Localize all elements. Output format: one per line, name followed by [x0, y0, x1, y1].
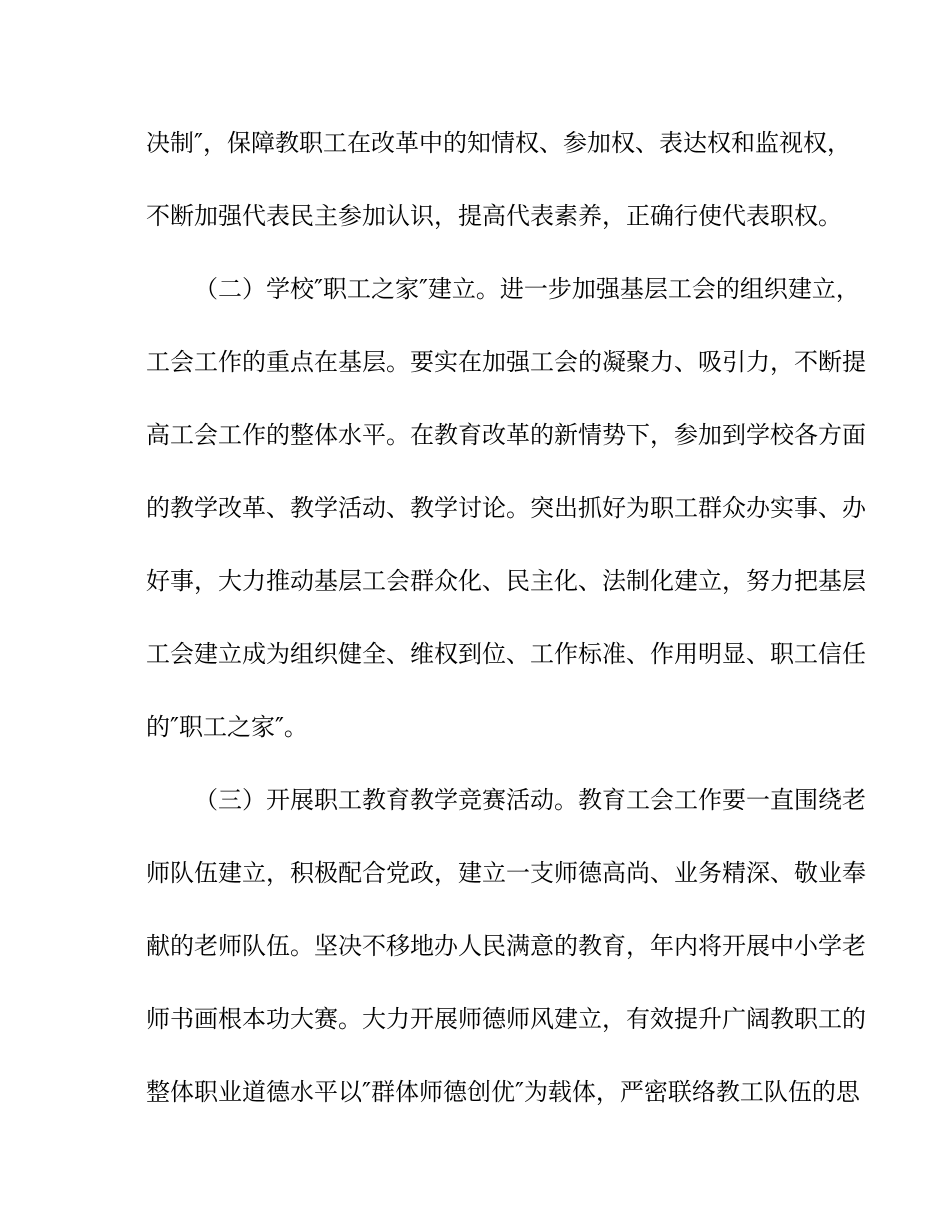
text-line: 高工会工作的整体水平。在教育改革的新情势下，参加到学校各方面 [146, 421, 866, 449]
text-line: 不断加强代表民主参加认识，提高代表素养，正确行使代表职权。 [146, 202, 842, 230]
text-line: 工会建立成为组织健全、维权到位、工作标准、作用明显、职工信任 [146, 640, 866, 668]
text-line: 的″职工之家″。 [146, 713, 308, 741]
text-line: 师队伍建立，积极配合党政，建立一支师德高尚、业务精深、敬业奉 [146, 859, 866, 887]
text-line: 决制″，保障教职工在改革中的知情权、参加权、表达权和监视权， [146, 129, 851, 157]
text-line: 好事，大力推动基层工会群众化、民主化、法制化建立，努力把基层 [146, 567, 866, 595]
text-line: 工会工作的重点在基层。要实在加强工会的凝聚力、吸引力，不断提 [146, 348, 866, 376]
text-line: 整体职业道德水平以″群体师德创优″为载体，严密联络教工队伍的思 [146, 1078, 860, 1106]
text-line: 的教学改革、教学活动、教学讨论。突出抓好为职工群众办实事、办 [146, 494, 866, 522]
text-line: 献的老师队伍。坚决不移地办人民满意的教育，年内将开展中小学老 [146, 932, 866, 960]
text-line: （三）开展职工教育教学竞赛活动。教育工会工作要一直围绕老 [194, 786, 866, 814]
text-line: （二）学校″职工之家″建立。进一步加强基层工会的组织建立， [194, 275, 860, 303]
text-line: 师书画根本功大赛。大力开展师德师风建立，有效提升广阔教职工的 [146, 1005, 866, 1033]
